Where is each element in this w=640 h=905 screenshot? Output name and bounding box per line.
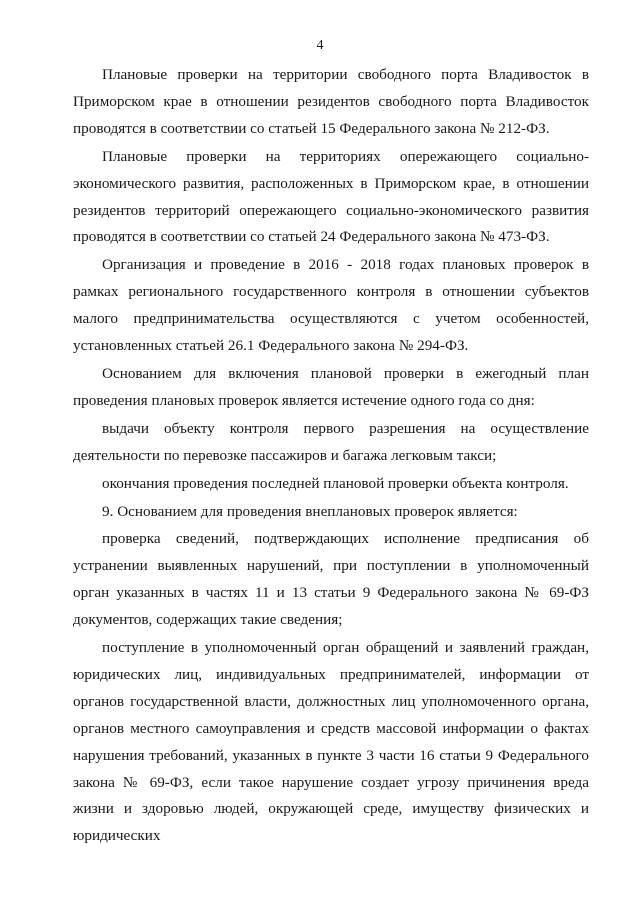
paragraph-last-inspection: окончания проведения последней плановой проверки объекта контроля. [102, 474, 569, 492]
paragraph-first-permit: выдачи объекту контроля первого разрешения на осуществление деятельности по перевозке пассажиров и багажа легковым такси; [73, 419, 589, 464]
page-number: 4 [316, 38, 324, 53]
paragraph-small-business-inspections: Организация и проведение в 2016 - 2018 годах плановых проверок в рамках регионального государственного контроля в отношении субъектов малого предпринимательства осуществляются с учетом особенностей, установленных статьей 26.1 Федерального закона № 294-ФЗ. [73, 256, 589, 355]
paragraph-free-port-inspections: Плановые проверки на территории свободного порта Владивосток в Приморском крае в отношении резидентов свободного порта Владивосток проводятся в соответствии со статьей 15 Федерального закона № 212-ФЗ. [73, 66, 589, 137]
paragraph-annual-plan-basis: Основанием для включения плановой проверки в ежегодный план проведения плановых проверок является истечение одного года со дня: [73, 364, 589, 409]
document-body [73, 62, 589, 851]
paragraph-unscheduled-basis-heading: 9. Основанием для проведения внеплановых проверок является: [102, 502, 518, 520]
paragraph-prescription-verification: проверка сведений, подтверждающих исполнение предписания об устранении выявленных нарушений, при поступлении в уполномоченный орган указанных в частях 11 и 13 статьи 9 Федерального закона № 69-ФЗ документов, содержащих такие сведения; [73, 530, 589, 629]
paragraph-development-territories-inspections: Плановые проверки на территориях опережающего социально-экономического развития, расположенных в Приморском крае, в отношении резидентов территорий опережающего социально-экономического развития проводятся в соответствии со статьей 24 Федерального закона № 473-ФЗ. [73, 147, 589, 246]
paragraph-complaints-received: поступление в уполномоченный орган обращений и заявлений граждан, юридических лиц, индивидуальных предпринимателей, информации от органов государственной власти, должностных лиц уполномоченного органа, органов местного самоуправления и средств массовой информации о фактах нарушения требований, указанных в пункте 3 части 16 статьи 9 Федерального закона № 69-ФЗ, если такое нарушение создает угрозу причинения вреда жизни и здоровью людей, окружающей среде, имуществу физических и юридических [73, 639, 589, 845]
